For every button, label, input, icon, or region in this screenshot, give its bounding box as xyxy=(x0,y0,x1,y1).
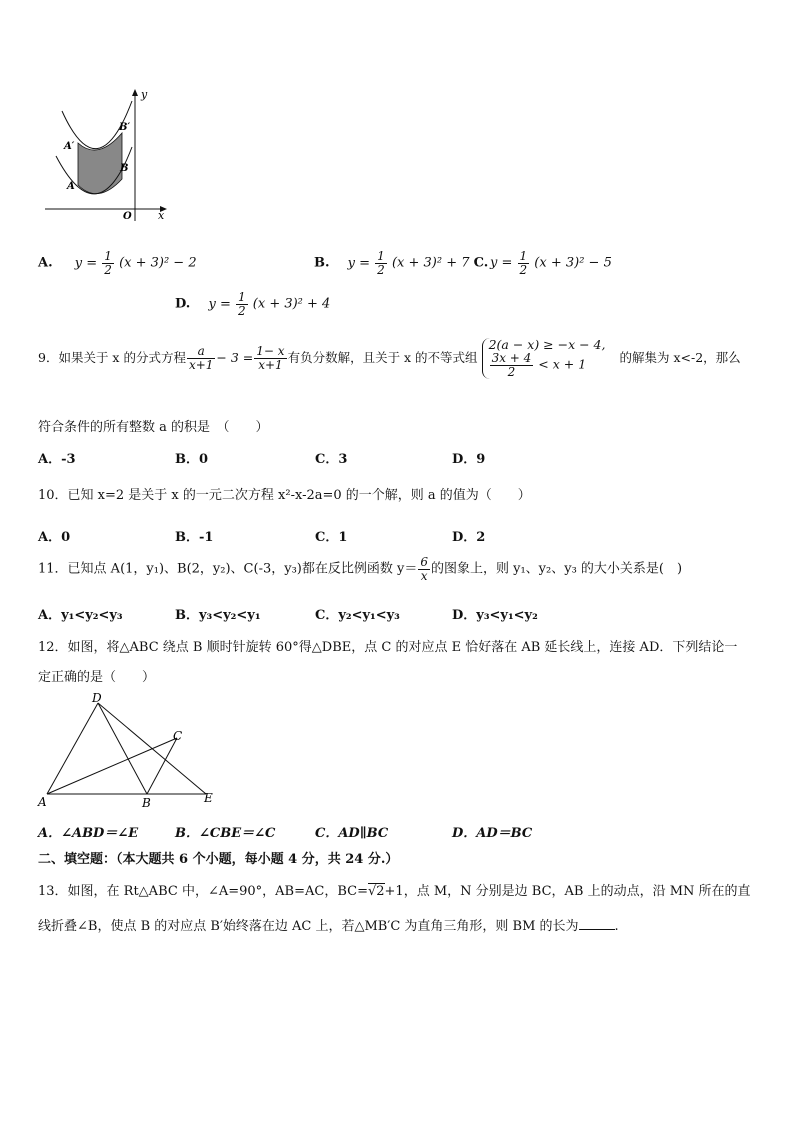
fraction: $\frac{a}{x+1}$ xyxy=(188,344,214,372)
option-math: (x + 3)² + 7 xyxy=(391,255,470,271)
q8-option-d xyxy=(175,291,330,317)
q13-stem xyxy=(38,880,751,899)
q11-stem xyxy=(38,556,682,582)
sqrt-two: √2 xyxy=(367,884,385,899)
q10-option-b: B．-1 xyxy=(175,530,214,545)
q8-option-b xyxy=(314,250,488,276)
fraction: $\frac{1}{2}$ xyxy=(104,249,112,277)
q10-stem: 10．已知 x=2 是关于 x 的一元二次方程 x²-x-2a=0 的一个解，则 a 的值为（ ） xyxy=(38,488,531,503)
y-axis-label: y xyxy=(141,88,148,101)
q11-option-d: D．y₃<y₁<y₂ xyxy=(452,608,538,623)
point-b-label: B xyxy=(120,163,129,174)
triangle-rotation-figure xyxy=(36,690,220,810)
q11-option-a: A．y₁<y₂<y₃ xyxy=(38,608,123,623)
option-math: y = xyxy=(74,255,98,271)
point-a-prime-label: A′ xyxy=(64,141,75,152)
answer-blank[interactable] xyxy=(579,917,615,930)
q12-option-c: C．AD∥BC xyxy=(315,826,389,841)
q9-option-d: D．9 xyxy=(452,452,486,467)
q10-option-d: D．2 xyxy=(452,530,486,545)
fraction: $\frac{6}{x}$ xyxy=(420,555,428,583)
point-d-label: D xyxy=(92,691,102,705)
q9-stem-text: 有负分数解，且关于 x 的不等式组 xyxy=(287,349,478,365)
q13-stem-text: 线折叠∠B，使点 B 的对应点 B′始终落在边 AC 上，若△MB′C 为直角三角形，则 BM 的长为 xyxy=(38,919,579,934)
q11-stem-text: 的图象上，则 y₁、y₂、y₃ 的大小关系是( ) xyxy=(430,561,683,577)
q12-option-d: D．AD＝BC xyxy=(452,826,533,841)
q13-stem-line2 xyxy=(38,915,619,934)
q12-option-a: A．∠ABD＝∠E xyxy=(38,826,139,841)
option-math: y = xyxy=(208,296,231,312)
option-label: D. xyxy=(175,296,191,312)
q13-stem-text: +1，点 M，N 分别是边 BC，AB 上的动点，沿 MN 所在的直 xyxy=(384,884,751,899)
inequality-system: 2(a − x) ≥ −x − 4, $\frac{3x + 4}{2}$ < x + 1 xyxy=(482,338,606,379)
q12-stem: 12．如图，将△ABC 绕点 B 顺时针旋转 60°得△DBE，点 C 的对应点 E 恰好落在 AB 延长线上，连接 AD．下列结论一 xyxy=(38,640,738,655)
q10-option-a: A．0 xyxy=(38,530,71,545)
q13-stem-text: 13．如图，在 Rt△ABC 中，∠A=90°，AB=AC，BC= xyxy=(38,884,368,899)
option-label: A. xyxy=(38,255,53,271)
point-b-label: B xyxy=(142,796,151,810)
q9-stem-line2: 符合条件的所有整数 a 的积是 （ ） xyxy=(38,420,269,435)
point-a-label: A xyxy=(38,795,47,809)
point-c-label: C xyxy=(173,729,183,743)
option-label: B. xyxy=(314,255,330,271)
x-axis-label: x xyxy=(158,209,165,222)
q12-stem-line2: 定正确的是（ ） xyxy=(38,670,156,685)
q9-stem xyxy=(38,338,741,379)
fraction: $\frac{1- x}{x+1}$ xyxy=(256,344,285,372)
point-a-label: A xyxy=(67,181,75,192)
q10-option-c: C．1 xyxy=(315,530,348,545)
q12-option-b: B．∠CBE＝∠C xyxy=(175,826,276,841)
option-math: (x + 3)² − 5 xyxy=(534,255,612,271)
fraction: $\frac{1}{2}$ xyxy=(377,249,385,277)
q13-stem-text: . xyxy=(614,919,619,934)
option-math: (x + 3)² + 4 xyxy=(252,296,331,312)
q9-stem-text: 9．如果关于 x 的分式方程 xyxy=(38,349,186,365)
q9-option-b: B．0 xyxy=(175,452,209,467)
q9-math: − 3 = xyxy=(216,349,254,365)
q11-option-b: B．y₃<y₂<y₁ xyxy=(175,608,261,623)
section-title: 二、填空题：（本大题共 6 个小题，每小题 4 分，共 24 分.） xyxy=(38,852,399,867)
option-math: (x + 3)² − 2 xyxy=(119,255,197,271)
option-math: y = xyxy=(347,255,371,271)
q8-option-c xyxy=(490,250,612,276)
origin-label: O xyxy=(123,211,132,222)
option-label: C. xyxy=(473,255,489,271)
q9-option-a: A．-3 xyxy=(38,452,76,467)
point-e-label: E xyxy=(204,791,213,805)
q9-option-c: C．3 xyxy=(315,452,348,467)
q11-option-c: C．y₂<y₁<y₃ xyxy=(315,608,400,623)
point-b-prime-label: B′ xyxy=(119,122,131,133)
q9-stem-text: 的解集为 x<-2，那么 xyxy=(619,349,741,365)
option-math: y = xyxy=(490,255,513,271)
q8-option-a xyxy=(38,250,197,276)
parabola-figure xyxy=(40,86,175,226)
q11-stem-text: 11．已知点 A(1，y₁)、B(2，y₂)、C(-3，y₃)都在反比例函数 y＝ xyxy=(38,561,418,577)
fraction: $\frac{1}{2}$ xyxy=(519,249,528,277)
fraction: $\frac{1}{2}$ xyxy=(238,290,246,318)
